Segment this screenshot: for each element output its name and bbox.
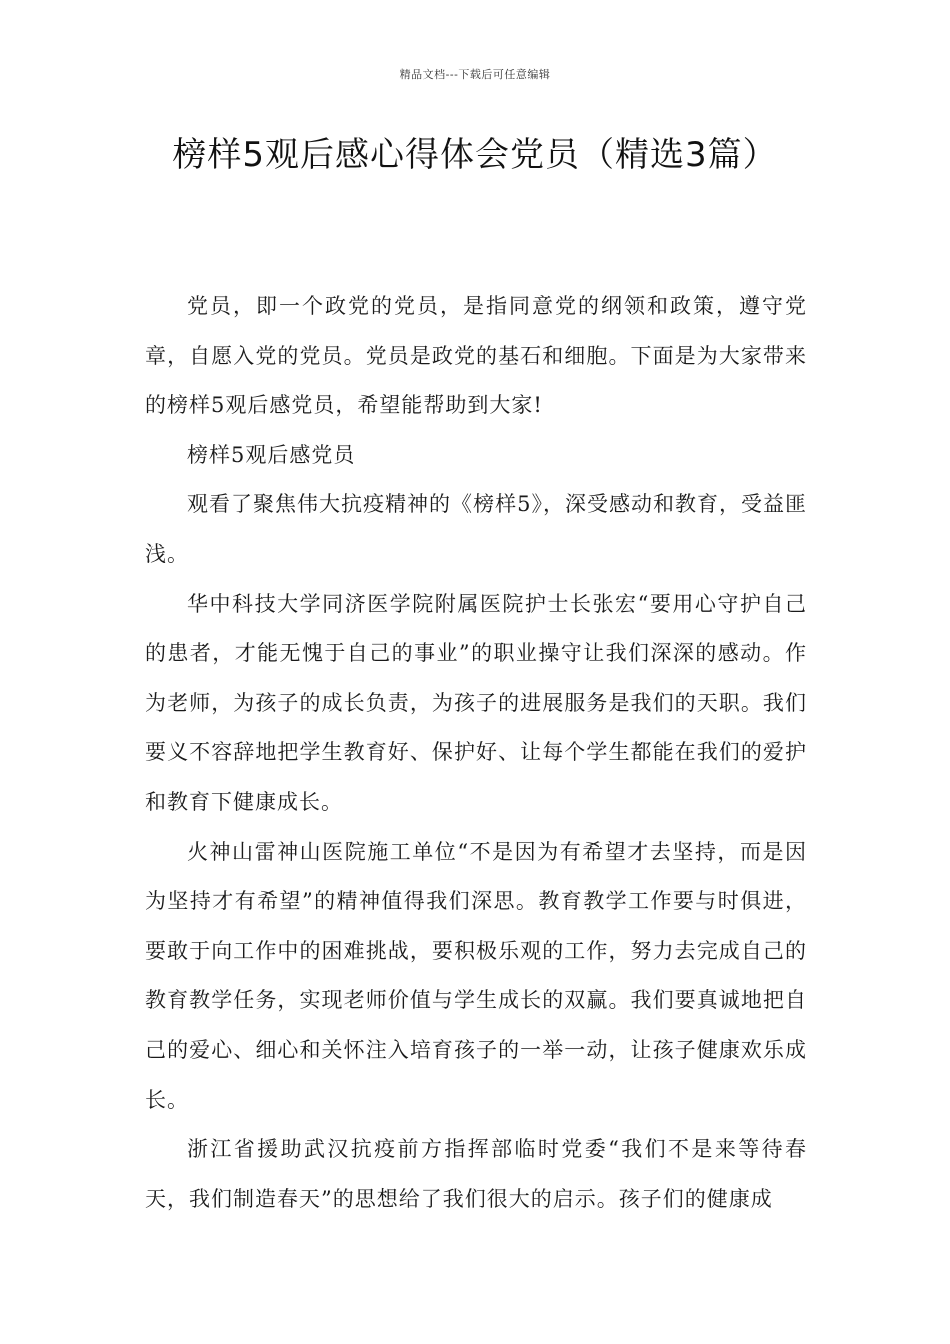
paragraph-section-heading: 榜样5观后感党员 xyxy=(187,442,356,467)
paragraph-intro: 党员，即一个政党的党员，是指同意党的纲领和政策，遵守党章，自愿入党的党员。党员是政党的基石和细胞。下面是为大家带来的榜样5观后感党员，希望能帮助到大家! xyxy=(145,294,807,418)
paragraph: 浙江省援助武汉抗疫前方指挥部临时党委“我们不是来等待春天，我们制造春天”的思想给了我们很大的启示。孩子们的健康成 xyxy=(145,1137,807,1211)
paragraph: 火神山雷神山医院施工单位“不是因为有希望才去坚持，而是因为坚持才有希望”的精神值得我们深思。教育教学工作要与时俱进，要敢于向工作中的困难挑战，要积极乐观的工作，努力去完成自己的教育教学任务，实现老师价值与学生成长的双赢。我们要真诚地把自己的爱心、细心和关怀注入培育孩子的一举一动，让孩子健康欢乐成长。 xyxy=(145,839,807,1112)
header-note: 精品文档---下载后可任意编辑 xyxy=(399,68,551,81)
document-body xyxy=(145,282,807,1224)
paragraph: 观看了聚焦伟大抗疫精神的《榜样5》，深受感动和教育，受益匪浅。 xyxy=(145,492,807,566)
document-title: 榜样5观后感心得体会党员（精选3篇） xyxy=(172,135,778,175)
paragraph: 华中科技大学同济医学院附属医院护士长张宏“要用心守护自己的患者，才能无愧于自己的事业”的职业操守让我们深深的感动。作为老师，为孩子的成长负责，为孩子的进展服务是我们的天职。我们要义不容辞地把学生教育好、保护好、让每个学生都能在我们的爱护和教育下健康成长。 xyxy=(145,591,807,814)
